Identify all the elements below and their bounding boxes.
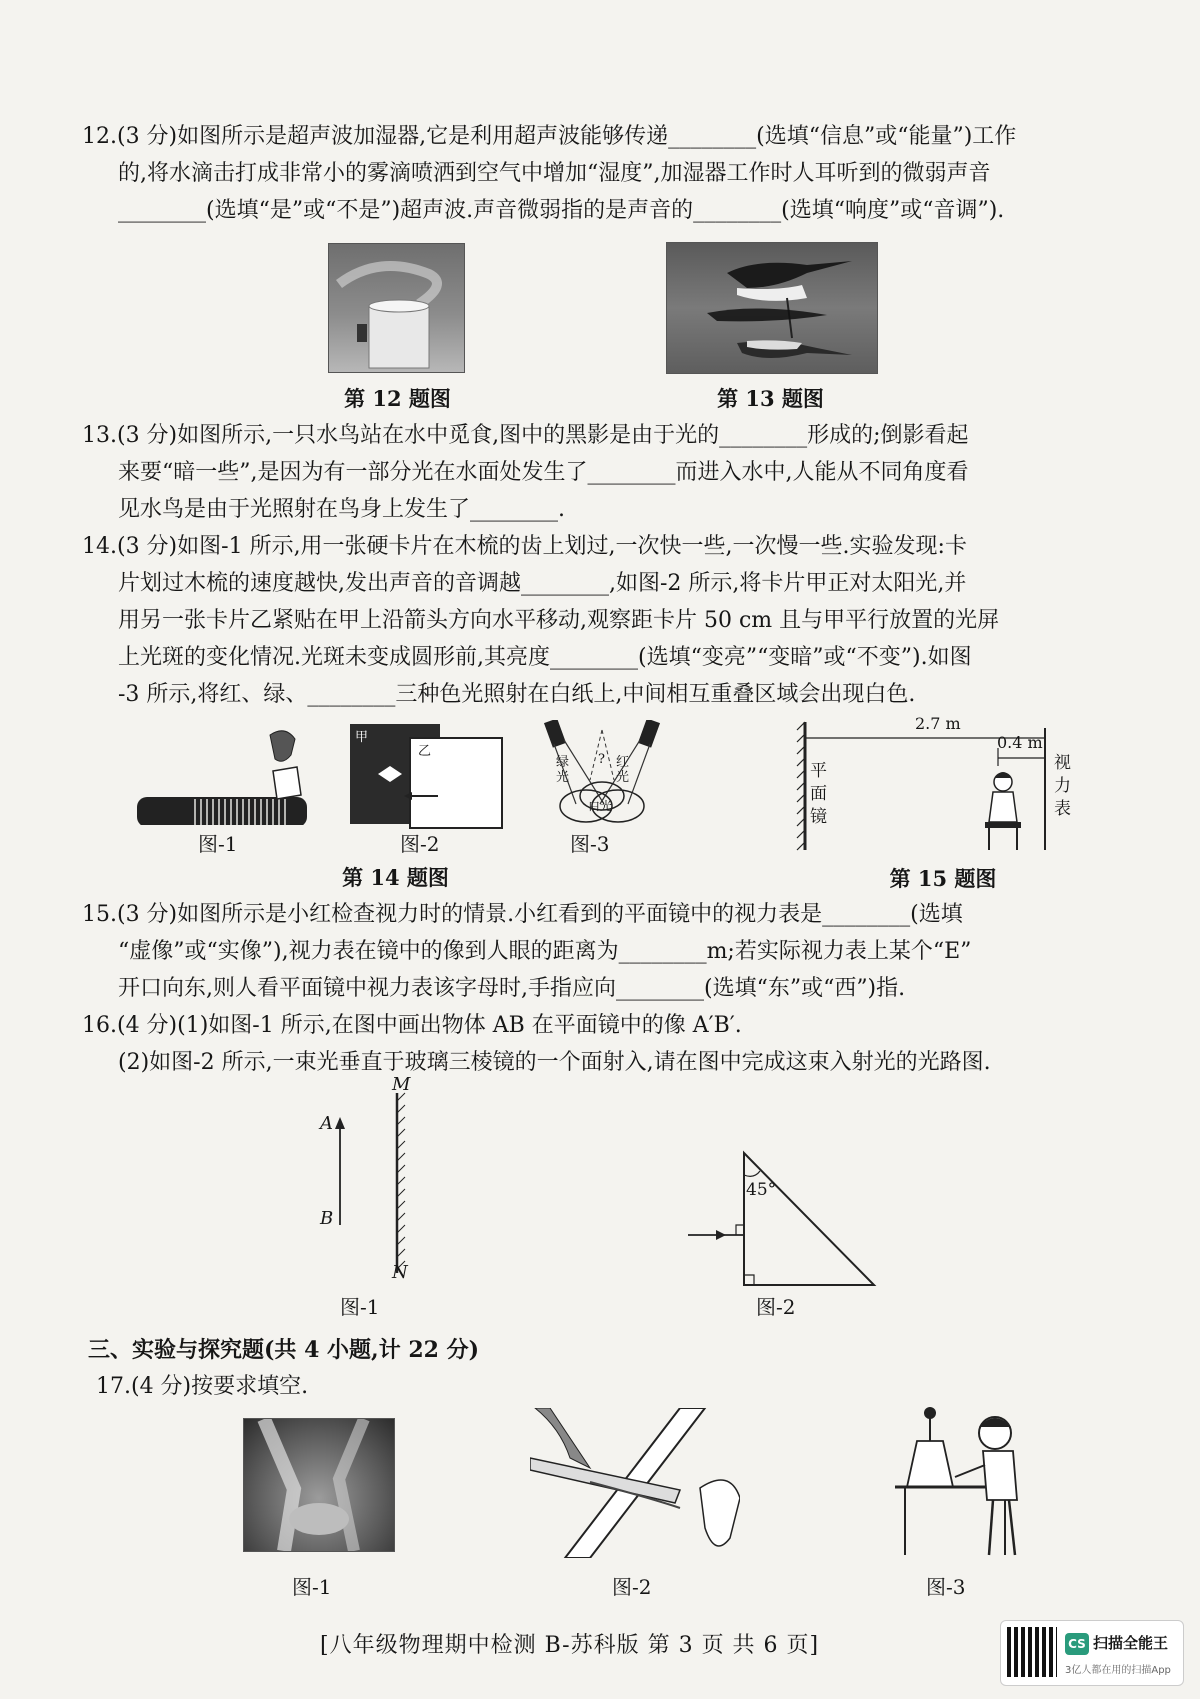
q16-fig1-label: 图-1: [340, 1295, 380, 1319]
q13-figure-caption: 第 13 题图: [717, 386, 824, 411]
scanner-app-slogan: 3亿人都在用的扫描App: [1065, 1665, 1171, 1676]
q12-line-3: ________(选填“是”或“不是”)超声波.声音微弱指的是声音的________(选填“响度”或“音调”).: [118, 198, 1005, 223]
q15-figure-caption: 第 15 题图: [889, 866, 997, 891]
q15-line-1: 15.(3 分)如图所示是小红检查视力时的情景.小红看到的平面镜中的视力表是________(选填: [82, 902, 963, 927]
plane-mirror-label: 平面镜: [810, 761, 827, 827]
green-light-label: 绿光: [556, 755, 570, 785]
q14-line-3: 用另一张卡片乙紧贴在甲上沿箭头方向水平移动,观察距卡片 50 cm 且与甲平行放置的光屏: [118, 608, 1000, 633]
question-16: [82, 1007, 1132, 1081]
q17-fig2-label: 图-2: [612, 1575, 652, 1599]
eye-chart-label: 视力表: [1054, 753, 1071, 819]
white-light-label: 白光: [588, 799, 613, 813]
page-footer: [八年级物理期中检测 B-苏科版 第 3 页 共 6 页]: [320, 1633, 820, 1658]
q12-line-2: 的,将水滴击打成非常小的雾滴喷洒到空气中增加“湿度”,加湿器工作时人耳听到的微弱声音: [118, 161, 991, 186]
q16-line-2: (2)如图-2 所示,一束光垂直于玻璃三棱镜的一个面射入,请在图中完成这束入射光的光路图.: [118, 1050, 991, 1075]
mirror-m-label: M: [392, 1074, 411, 1095]
card-jia-label: 甲: [355, 730, 369, 745]
distance-total-label: 2.7 m: [915, 714, 961, 733]
question-13: [82, 417, 1132, 528]
scanner-app-name: 扫描全能王: [1093, 1634, 1169, 1652]
card-yi-label: 乙: [418, 744, 432, 759]
unknown-light-label: ?: [598, 752, 605, 767]
q15-line-3: 开口向东,则人看平面镜中视力表该字母时,手指应向________(选填“东”或“西”)指.: [118, 976, 906, 1001]
point-a-label: A: [320, 1113, 333, 1134]
angle-label: 45°: [746, 1180, 777, 1200]
distance-small-label: 0.4 m: [997, 733, 1043, 752]
q17-line: 17.(4 分)按要求填空.: [96, 1374, 309, 1399]
q13-line-3: 见水鸟是由于光照射在鸟身上发生了________.: [118, 497, 565, 522]
q14-fig1-label: 图-1: [198, 832, 238, 856]
scanner-stamp: [1000, 1620, 1184, 1686]
mirror-ab-figure: [325, 1085, 415, 1280]
q14-line-2: 片划过木梳的速度越快,发出声音的音调越________,如图-2 所示,将卡片甲正对太阳光,并: [118, 571, 967, 596]
humidifier-illustration: [329, 244, 464, 372]
question-17: [96, 1368, 1146, 1405]
q17-fig1-label: 图-1: [292, 1575, 332, 1599]
q14-fig2-label: 图-2: [400, 832, 440, 856]
comb-card-figure: [135, 725, 315, 825]
q17-photo-1: [243, 1418, 395, 1552]
mirror-n-label: N: [392, 1262, 408, 1283]
prism-figure: [680, 1145, 880, 1290]
red-light-label: 红光: [616, 755, 630, 785]
water-bird-photo: [666, 242, 878, 374]
boy-lamp-figure: [895, 1405, 1045, 1560]
q14-line-4: 上光斑的变化情况.光斑未变成圆形前,其亮度________(选填“变亮”“变暗”或“不变”).如图: [118, 645, 972, 670]
question-12: [82, 118, 1132, 229]
q15-line-2: “虚像”或“实像”),视力表在镜中的像到人眼的距离为________m;若实际视力表上某个“E”: [118, 939, 972, 964]
q14-line-1: 14.(3 分)如图-1 所示,用一张硬卡片在木梳的齿上划过,一次快一些,一次慢一些.实验发现:卡: [82, 534, 967, 559]
q13-line-2: 来要“暗一些”,是因为有一部分光在水面处发生了________而进入水中,人能从不同角度看: [118, 460, 969, 485]
qr-code-icon: [1007, 1627, 1057, 1677]
cs-badge-icon: CS: [1065, 1633, 1089, 1655]
cards-figure: [348, 722, 508, 832]
q17-photo-1-illustration: [244, 1419, 394, 1551]
q13-line-1: 13.(3 分)如图所示,一只水鸟站在水中觅食,图中的黑影是由于光的________形成的;倒影看起: [82, 423, 969, 448]
q14-line-5: -3 所示,将红、绿、________三种色光照射在白纸上,中间相互重叠区域会出现白色.: [118, 682, 916, 707]
q16-fig2-label: 图-2: [756, 1295, 796, 1319]
q17-fig3-label: 图-3: [926, 1575, 966, 1599]
q14-fig3-label: 图-3: [570, 832, 610, 856]
water-bird-illustration: [667, 243, 877, 373]
humidifier-photo: [328, 243, 465, 373]
question-15: [82, 896, 1132, 1007]
q14-figure-caption: 第 14 题图: [342, 865, 449, 890]
q12-figure-caption: 第 12 题图: [344, 386, 451, 411]
q16-line-1: 16.(4 分)(1)如图-1 所示,在图中画出物体 AB 在平面镜中的像 A′B′.: [82, 1013, 742, 1038]
question-14: [82, 528, 1132, 713]
point-b-label: B: [320, 1208, 334, 1229]
section-3-title: 三、实验与探究题(共 4 小题,计 22 分): [88, 1337, 480, 1363]
ruler-table-figure: [530, 1408, 740, 1558]
q12-line-1: 12.(3 分)如图所示是超声波加湿器,它是利用超声波能够传递________(选填“信息”或“能量”)工作: [82, 124, 1017, 149]
